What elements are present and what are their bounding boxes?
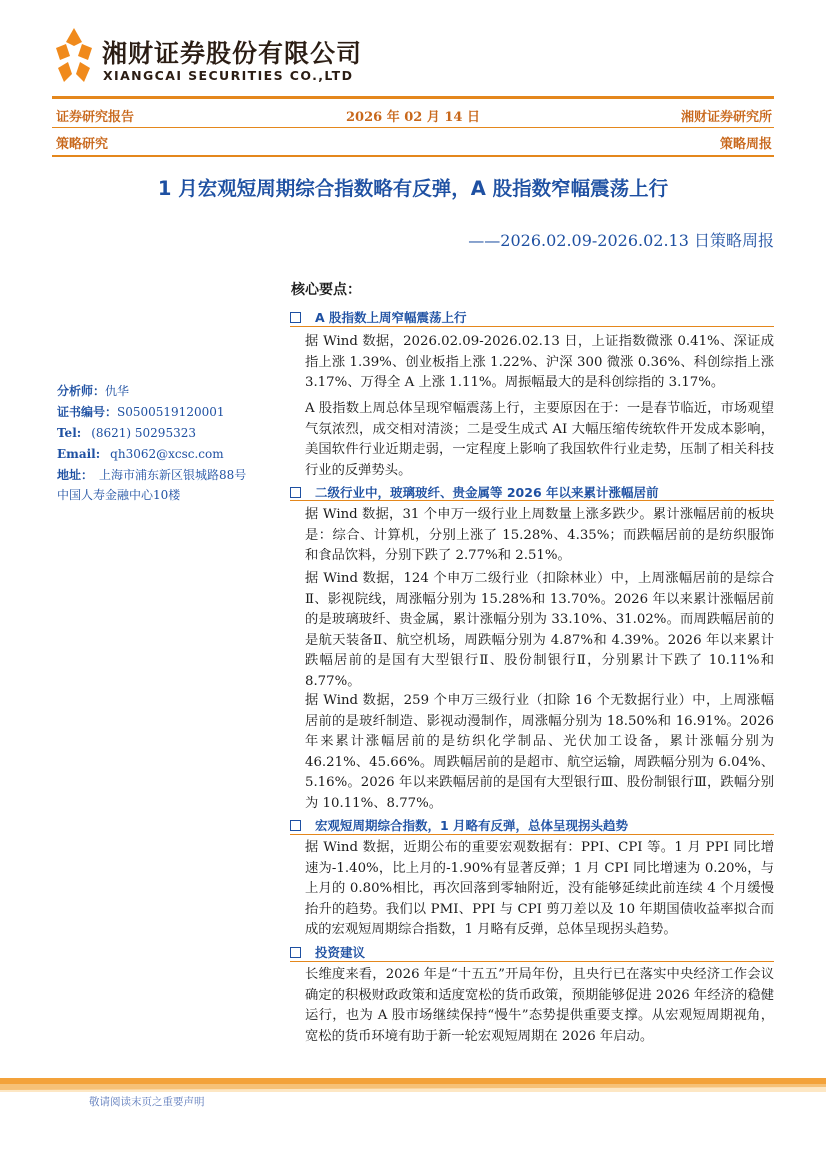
checkbox-bullet-icon (290, 487, 301, 498)
checkbox-bullet-icon (290, 312, 301, 323)
cert-label: 证书编号： (57, 405, 118, 419)
section-divider (290, 961, 774, 962)
category-bar (56, 133, 772, 151)
tel-number: (8621) 50295323 (91, 426, 196, 440)
section-heading-1: A 股指数上周窄幅震荡上行 (290, 308, 774, 326)
company-name-cn: 湘财证券股份有限公司 (102, 39, 363, 68)
paragraph: A 股指数上周总体呈现窄幅震荡上行，主要原因在于：一是春节临近，市场观望气氛浓烈，成交相对清淡；二是受生成式 AI 大幅压缩传统软件开发成本影响，美国软件行业近期走弱，一定程度上影响了我国软件行业走势，压制了相关科技行业的反弹势头。 (305, 401, 774, 478)
paragraph: 据 Wind 数据，124 个申万二级行业（扣除林业）中，上周涨幅居前的是综合Ⅱ、影视院线，周涨幅分别为 15.28%和 13.70%。2026 年以来累计涨幅居前的是玻璃玻纤、贵金属，累计涨幅分别为 33.10%、31.02%。而周跌幅居前的是航天装备Ⅱ、航空机场，周跌幅分别为 4.87%和 4.39%。2026 年以来累计跌幅居前的是国有大型银行Ⅱ、股份制银行Ⅱ，分别累计下跌了 10.11%和 8.77%。 (305, 571, 774, 689)
email-link[interactable]: qh3062@xcsc.com (110, 447, 224, 461)
company-name-en: XIANGCAI SECURITIES CO.,LTD (103, 68, 354, 83)
address-line1: 上海市浦东新区银城路88号 (99, 468, 247, 482)
checkbox-bullet-icon (290, 820, 301, 831)
section-divider (290, 834, 774, 835)
analyst-label: 分析师： (57, 384, 106, 398)
section-heading-4: 投资建议 (290, 943, 774, 961)
report-series: 策略周报 (719, 137, 772, 152)
header-divider-top (52, 96, 774, 99)
company-logo (52, 28, 382, 88)
section-heading-3: 宏观短周期综合指数，1 月略有反弹，总体呈现拐头趋势 (290, 816, 774, 834)
research-category: 策略研究 (56, 137, 109, 152)
email-label: Email: (57, 447, 101, 461)
section-heading-2: 二级行业中，玻璃玻纤、贵金属等 2026 年以来累计涨幅居前 (290, 483, 774, 501)
tel-label: Tel: (57, 426, 82, 440)
address-line2: 中国人寿金融中心10楼 (57, 488, 181, 502)
report-date: 2026 年 02 月 14 日 (346, 110, 480, 125)
analyst-name: 仇华 (105, 384, 130, 398)
disclaimer-note[interactable]: 敬请阅读末页之重要声明 (89, 1096, 205, 1108)
header-divider-bottom (52, 155, 774, 157)
paragraph: 据 Wind 数据，近期公布的重要宏观数据有：PPI、CPI 等。1 月 PPI 同比增速为-1.40%，比上月的-1.90%有显著反弹；1 月 CPI 同比增速为 0.20%，与上月的 0.80%相比，再次回落到零轴附近，没有能够延续此前连续 4 个月缓慢抬升的趋势。我们以 PMI、PPI 与 CPI 剪刀差以及 10 年期国债收益率拟合而成的宏观短周期综合指数，1 月略有反弹，总体呈现拐头趋势。 (305, 840, 774, 937)
section-divider (290, 326, 774, 327)
checkbox-bullet-icon (290, 947, 301, 958)
logo-mark-icon (52, 28, 96, 84)
cert-number: S0500519120001 (117, 405, 225, 419)
report-subtitle: ——2026.02.09-2026.02.13 日策略周报 (468, 231, 774, 250)
analyst-info (57, 381, 282, 505)
report-title: 1 月宏观短周期综合指数略有反弹，A 股指数窄幅震荡上行 (157, 177, 669, 200)
header-divider-mid (52, 127, 774, 128)
report-info-bar (56, 106, 772, 124)
paragraph: 长维度来看，2026 年是“十五五”开局年份，且央行已在落实中央经济工作会议确定的积极财政政策和适度宽松的货币政策，预期能够促进 2026 年经济的稳健运行，也为 A 股市场继续保持“慢牛”态势提供重要支撑。从宏观短周期视角，宽松的货币环境有助于新一轮宏观短周期在 2026 年启动。 (305, 967, 774, 1044)
address-label: 地址： (57, 468, 94, 482)
report-type: 证券研究报告 (56, 110, 135, 125)
section-divider (290, 500, 774, 501)
core-points-heading: 核心要点： (291, 282, 361, 298)
paragraph: 据 Wind 数据，2026.02.09-2026.02.13 日，上证指数微涨 0.41%、深证成指上涨 1.39%、创业板指上涨 1.22%、沪深 300 微涨 0.36%、科创综指上涨 3.17%、万得全 A 上涨 1.11%。周振幅最大的是科创综指的 3.17%。 (305, 334, 774, 390)
paragraph: 据 Wind 数据，31 个申万一级行业上周数量上涨多跌少。累计涨幅居前的板块是：综合、计算机，分别上涨了 15.28%、4.35%；而跌幅居前的是纺织服饰和食品饮料，分别下跌了 2.77%和 2.51%。 (305, 507, 774, 563)
institute-name: 湘财证券研究所 (680, 110, 772, 125)
paragraph: 据 Wind 数据，259 个申万三级行业（扣除 16 个无数据行业）中，上周涨幅居前的是玻纤制造、影视动漫制作，周涨幅分别为 18.50%和 16.91%。2026 年来累计涨幅居前的是纺织化学制品、光伏加工设备，累计涨幅分别为 46.21%、45.66%。周跌幅居前的是超市、航空运输，周跌幅分别为 6.04%、5.16%。2026 年以来跌幅居前的是国有大型银行Ⅲ、股份制银行Ⅲ，跌幅分别为 10.11%、8.77%。 (305, 693, 774, 811)
footer-band (0, 1078, 826, 1092)
